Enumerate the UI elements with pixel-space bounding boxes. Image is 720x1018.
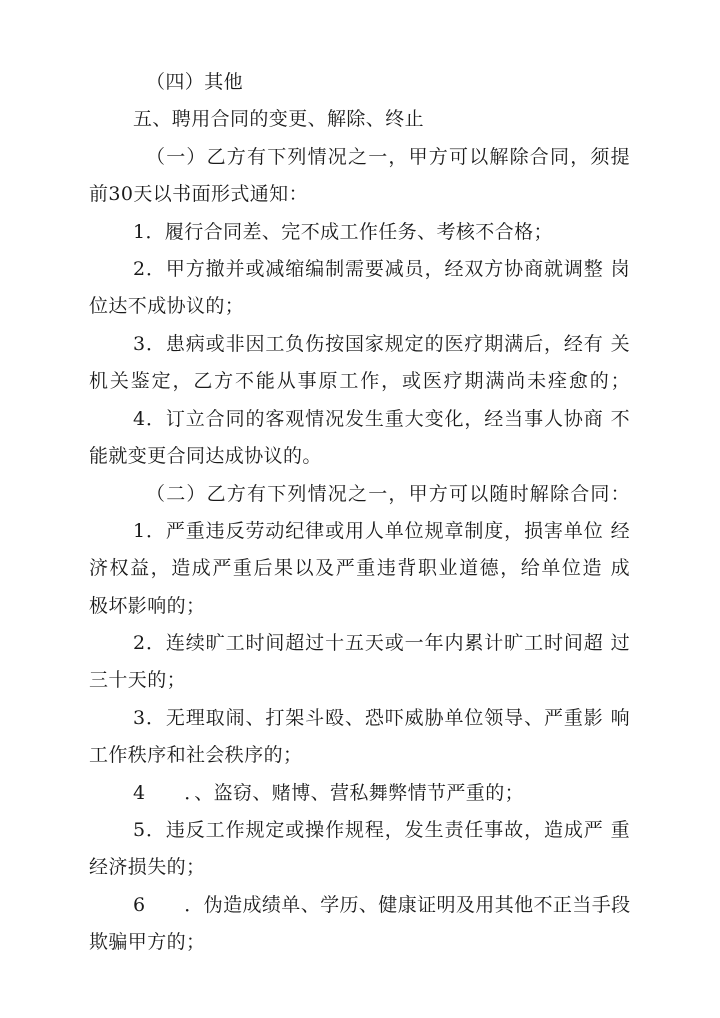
- section-heading-contract-change: 五、聘用合同的变更、解除、终止: [133, 108, 425, 130]
- list-item: 4 ．、盗窃、赌博、营私舞弊情节严重的；: [133, 782, 524, 804]
- clause-heading-2: （二）乙方有下列情况之一，甲方可以随时解除合同：: [146, 483, 630, 505]
- paragraph-line: 工作秩序和社会秩序的；: [89, 744, 303, 766]
- list-item: 2．连续旷工时间超过十五天或一年内累计旷工时间超 过: [133, 632, 630, 654]
- clause-heading-1: （一）乙方有下列情况之一，甲方可以解除合同，须提: [146, 146, 630, 168]
- paragraph-line: 极坏影响的；: [89, 595, 206, 617]
- list-item: 3．无理取闹、打架斗殴、恐吓威胁单位领导、严重影 响: [133, 707, 630, 729]
- list-item: 1．履行合同差、完不成工作任务、考核不合格；: [133, 221, 553, 243]
- paragraph-line: 机关鉴定，乙方不能从事原工作，或医疗期满尚未痊愈的；: [89, 370, 630, 392]
- paragraph-line: 三十天的；: [89, 669, 187, 691]
- paragraph-line: 位达不成协议的；: [89, 295, 245, 317]
- list-item: 3．患病或非因工负伤按国家规定的医疗期满后，经有 关: [133, 333, 630, 355]
- paragraph-line: 欺骗甲方的；: [89, 931, 206, 953]
- list-item: 2．甲方撤并或减缩编制需要减员，经双方协商就调整 岗: [133, 258, 630, 280]
- paragraph-line: 经济损失的；: [89, 856, 206, 878]
- list-item: 5．违反工作规定或操作规程，发生责任事故，造成严 重: [133, 819, 630, 841]
- paragraph-line: 济权益，造成严重后果以及严重违背职业道德，给单位造 成: [89, 557, 630, 579]
- list-item: 4．订立合同的客观情况发生重大变化，经当事人协商 不: [133, 408, 630, 430]
- paragraph-line: 能就变更合同达成协议的。: [89, 445, 322, 467]
- paragraph-line: 前30天以书面形式通知：: [89, 183, 308, 205]
- list-item: 6 ．伪造成绩单、学历、健康证明及用其他不正当手段: [133, 894, 631, 916]
- list-item: 1．严重违反劳动纪律或用人单位规章制度，损害单位 经: [133, 520, 630, 542]
- section-heading-other: （四）其他: [146, 71, 244, 93]
